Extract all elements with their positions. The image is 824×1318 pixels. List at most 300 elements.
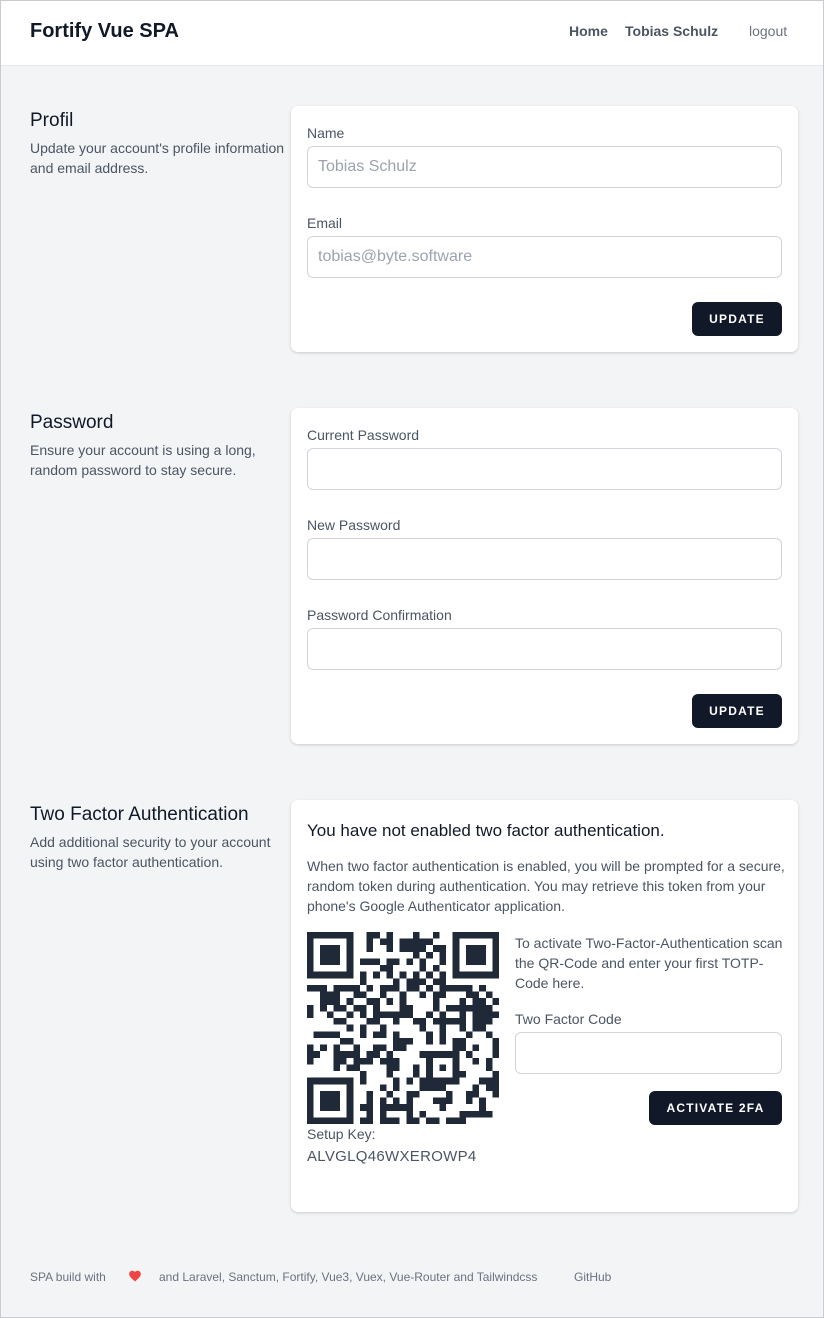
qr-module (459, 1025, 466, 1032)
qr-module (439, 952, 446, 959)
qr-module (360, 1104, 367, 1111)
qr-module (347, 939, 354, 946)
qr-module (492, 1038, 499, 1045)
qr-module (314, 985, 321, 992)
qr-module (453, 939, 460, 946)
qr-module (433, 1084, 440, 1091)
qr-module (327, 1098, 334, 1105)
qr-module (386, 985, 393, 992)
qr-module (413, 932, 420, 939)
qr-module (426, 1084, 433, 1091)
qr-module (380, 1058, 387, 1065)
qr-module (426, 1038, 433, 1045)
qr-module (473, 952, 480, 959)
qr-module (439, 985, 446, 992)
password-update-button[interactable]: UPDATE (692, 694, 782, 728)
qr-module (327, 1078, 334, 1085)
qr-module (459, 1071, 466, 1078)
password-section-title: Password (30, 412, 114, 433)
qr-module (473, 1018, 480, 1025)
qr-module (453, 1045, 460, 1052)
qr-module (333, 1091, 340, 1098)
footer-github-link[interactable]: GitHub (574, 1270, 612, 1284)
qr-module (307, 972, 314, 979)
qr-module (486, 1018, 493, 1025)
qr-module (433, 932, 440, 939)
qr-module (400, 1045, 407, 1052)
password-confirmation-input[interactable] (307, 628, 782, 670)
qr-module (393, 1078, 400, 1085)
qr-module (406, 939, 413, 946)
qr-module (386, 1104, 393, 1111)
qr-module (307, 1058, 314, 1065)
qr-module (446, 1018, 453, 1025)
qr-module (360, 1011, 367, 1018)
qr-module (486, 1031, 493, 1038)
qr-module (473, 1084, 480, 1091)
password-card (291, 408, 798, 744)
qr-module (413, 1071, 420, 1078)
qr-module (353, 1005, 360, 1012)
qr-module (479, 1078, 486, 1085)
qr-module (347, 945, 354, 952)
qr-module (479, 1111, 486, 1118)
qr-module (307, 965, 314, 972)
qr-module (347, 958, 354, 965)
qr-module (492, 1071, 499, 1078)
qr-module (314, 1078, 321, 1085)
qr-module (479, 985, 486, 992)
qr-module (386, 965, 393, 972)
two-factor-code-input[interactable] (515, 1032, 782, 1074)
qr-module (333, 1064, 340, 1071)
qr-module (413, 1091, 420, 1098)
qr-module (367, 939, 374, 946)
qr-module (307, 985, 314, 992)
qr-module (406, 1011, 413, 1018)
qr-module (320, 1098, 327, 1105)
qr-module (386, 1064, 393, 1071)
qr-module (347, 932, 354, 939)
name-label: Name (307, 125, 345, 141)
qr-module (439, 1104, 446, 1111)
qr-module (439, 992, 446, 999)
qr-module (367, 932, 374, 939)
qr-module (400, 972, 407, 979)
qr-module (347, 972, 354, 979)
qr-module (327, 932, 334, 939)
password-section-description: Ensure your account is using a long, random password to stay secure. (30, 442, 256, 478)
qr-module (314, 1031, 321, 1038)
qr-module (426, 1011, 433, 1018)
qr-module (307, 952, 314, 959)
qr-module (426, 1117, 433, 1124)
qr-module (360, 1031, 367, 1038)
qr-module (347, 1084, 354, 1091)
qr-module (479, 1005, 486, 1012)
qr-module (420, 945, 427, 952)
qr-module (446, 1098, 453, 1105)
qr-module (433, 1005, 440, 1012)
qr-module (466, 958, 473, 965)
qr-module (320, 998, 327, 1005)
activate-2fa-button[interactable]: ACTIVATE 2FA (649, 1091, 782, 1125)
qr-module (473, 1005, 480, 1012)
qr-module (400, 998, 407, 1005)
qr-module (393, 1064, 400, 1071)
new-password-input[interactable] (307, 538, 782, 580)
qr-module (360, 992, 367, 999)
qr-module (413, 1018, 420, 1025)
qr-module (393, 1018, 400, 1025)
qr-module (386, 1051, 393, 1058)
qr-module (406, 945, 413, 952)
qr-module (439, 1078, 446, 1085)
qr-module (439, 972, 446, 979)
qr-module (466, 1005, 473, 1012)
qr-module (473, 1091, 480, 1098)
qr-module (413, 1064, 420, 1071)
qr-module (420, 1025, 427, 1032)
qr-module (367, 1018, 374, 1025)
qr-module (333, 1005, 340, 1012)
qr-module (486, 1111, 493, 1118)
qr-module (426, 1031, 433, 1038)
qr-module (320, 945, 327, 952)
profile-section-description: Update your account's profile information and email address. (30, 140, 285, 176)
qr-module (367, 1111, 374, 1118)
qr-module (307, 1117, 314, 1124)
qr-module (473, 992, 480, 999)
qr-module (373, 1051, 380, 1058)
qr-module (439, 1038, 446, 1045)
current-password-label: Current Password (307, 427, 420, 443)
qr-module (433, 1018, 440, 1025)
qr-module (393, 1084, 400, 1091)
qr-module (347, 1038, 354, 1045)
qr-module (486, 1084, 493, 1091)
qr-module (492, 958, 499, 965)
qr-module (333, 945, 340, 952)
qr-module (367, 1051, 374, 1058)
qr-module (367, 1091, 374, 1098)
qr-module (433, 1117, 440, 1124)
qr-module (433, 978, 440, 985)
qr-module (333, 972, 340, 979)
qr-module (420, 1111, 427, 1118)
qr-module (473, 945, 480, 952)
qr-module (453, 958, 460, 965)
qr-module (406, 1005, 413, 1012)
qr-module (473, 1058, 480, 1065)
qr-module (367, 1104, 374, 1111)
qr-module (420, 1051, 427, 1058)
qr-module (413, 945, 420, 952)
qr-module (406, 1104, 413, 1111)
qr-module (307, 1051, 314, 1058)
qr-module (327, 972, 334, 979)
qr-module (466, 932, 473, 939)
qr-module (320, 985, 327, 992)
qr-module (486, 1064, 493, 1071)
qr-module (492, 952, 499, 959)
qr-module (367, 958, 374, 965)
qr-module (367, 1117, 374, 1124)
qr-module (439, 1084, 446, 1091)
qr-module (380, 939, 387, 946)
qr-module (492, 1045, 499, 1052)
qr-module (492, 1084, 499, 1091)
qr-module (406, 1111, 413, 1118)
qr-module (400, 1038, 407, 1045)
qr-module (307, 1104, 314, 1111)
qr-module (466, 1111, 473, 1118)
qr-module (320, 958, 327, 965)
qr-module (420, 958, 427, 965)
qr-module (473, 1011, 480, 1018)
qr-module (373, 1018, 380, 1025)
qr-module (307, 1045, 314, 1052)
qr-module (360, 1117, 367, 1124)
qr-module (340, 985, 347, 992)
qr-module (386, 972, 393, 979)
qr-module (353, 1051, 360, 1058)
qr-module (479, 958, 486, 965)
qr-module (393, 1045, 400, 1052)
qr-module (393, 1011, 400, 1018)
qr-module (333, 1117, 340, 1124)
heart-icon (128, 1269, 142, 1283)
two-factor-status-heading: You have not enabled two factor authentication. (307, 821, 665, 840)
qr-module (479, 1025, 486, 1032)
qr-module (433, 992, 440, 999)
nav-link-home[interactable]: Home (569, 23, 608, 39)
qr-module (492, 1091, 499, 1098)
qr-module (360, 1058, 367, 1065)
qr-module (486, 1011, 493, 1018)
qr-module (486, 972, 493, 979)
setup-key-label: Setup Key: (307, 1126, 376, 1142)
qr-module (320, 1045, 327, 1052)
qr-module (340, 1117, 347, 1124)
qr-module (380, 1025, 387, 1032)
qr-module (426, 1078, 433, 1085)
qr-module (492, 965, 499, 972)
qr-module (327, 1091, 334, 1098)
qr-module (347, 952, 354, 959)
email-input[interactable] (307, 236, 782, 278)
qr-module (413, 939, 420, 946)
qr-module (373, 932, 380, 939)
qr-module (459, 1045, 466, 1052)
qr-module (380, 1111, 387, 1118)
qr-module (360, 1025, 367, 1032)
qr-module (373, 1011, 380, 1018)
qr-module (347, 1078, 354, 1085)
qr-module (333, 1045, 340, 1052)
qr-module (453, 1064, 460, 1071)
qr-module (433, 1051, 440, 1058)
qr-module (314, 1051, 321, 1058)
qr-module (327, 952, 334, 959)
qr-module (386, 1058, 393, 1065)
qr-module (473, 972, 480, 979)
qr-module (426, 972, 433, 979)
qr-module (479, 952, 486, 959)
qr-module (420, 1018, 427, 1025)
qr-module (479, 972, 486, 979)
qr-module (367, 1058, 374, 1065)
qr-module (393, 958, 400, 965)
qr-module (347, 1117, 354, 1124)
qr-module (307, 1005, 314, 1012)
two-factor-explanation: When two factor authentication is enabled, you will be prompted for a secure, random token during authentication. You may retrieve this token from your phone's Google Authenticator application. (307, 858, 785, 914)
qr-module (492, 945, 499, 952)
qr-module (439, 1051, 446, 1058)
nav-link-user[interactable]: Tobias Schulz (625, 23, 719, 39)
qr-module (479, 998, 486, 1005)
qr-module (466, 1031, 473, 1038)
qr-module (353, 985, 360, 992)
qr-module (439, 1098, 446, 1105)
qr-module (439, 978, 446, 985)
qr-module (453, 1058, 460, 1065)
qr-module (386, 958, 393, 965)
qr-module (393, 1098, 400, 1105)
qr-module (446, 1051, 453, 1058)
qr-module (492, 1011, 499, 1018)
qr-module (393, 985, 400, 992)
qr-module (320, 1078, 327, 1085)
qr-module (486, 1005, 493, 1012)
qr-code (307, 932, 499, 1124)
qr-module (406, 1117, 413, 1124)
qr-module (333, 1078, 340, 1085)
qr-module (439, 958, 446, 965)
qr-module (479, 1104, 486, 1111)
current-password-input[interactable] (307, 448, 782, 490)
qr-module (380, 992, 387, 999)
qr-module (314, 932, 321, 939)
qr-module (333, 958, 340, 965)
qr-module (314, 1117, 321, 1124)
qr-module (327, 958, 334, 965)
qr-module (380, 985, 387, 992)
qr-module (400, 939, 407, 946)
qr-module (492, 1051, 499, 1058)
qr-module (413, 985, 420, 992)
qr-module (393, 1058, 400, 1065)
qr-module (333, 985, 340, 992)
qr-module (453, 985, 460, 992)
qr-module (406, 1091, 413, 1098)
qr-module (307, 939, 314, 946)
qr-module (453, 945, 460, 952)
qr-module (307, 1084, 314, 1091)
qr-module (386, 945, 393, 952)
qr-module (320, 1005, 327, 1012)
qr-module (486, 1058, 493, 1065)
qr-module (380, 1098, 387, 1105)
email-label: Email (307, 215, 343, 231)
qr-module (307, 945, 314, 952)
qr-module (333, 1104, 340, 1111)
qr-module (393, 1104, 400, 1111)
qr-module (333, 1031, 340, 1038)
qr-module (340, 1038, 347, 1045)
qr-module (426, 952, 433, 959)
qr-module (386, 1117, 393, 1124)
qr-module (413, 952, 420, 959)
qr-module (360, 972, 367, 979)
qr-module (492, 932, 499, 939)
qr-module (473, 1045, 480, 1052)
qr-module (466, 945, 473, 952)
qr-module (400, 1005, 407, 1012)
qr-module (453, 1051, 460, 1058)
qr-module (453, 1018, 460, 1025)
qr-module (320, 1117, 327, 1124)
name-input[interactable] (307, 146, 782, 188)
qr-module (413, 1117, 420, 1124)
qr-module (453, 1038, 460, 1045)
qr-module (320, 992, 327, 999)
qr-module (426, 1051, 433, 1058)
qr-module (340, 1058, 347, 1065)
qr-module (307, 1111, 314, 1118)
qr-module (386, 1011, 393, 1018)
qr-module (439, 1025, 446, 1032)
qr-module (473, 958, 480, 965)
qr-module (426, 1071, 433, 1078)
qr-module (492, 939, 499, 946)
qr-module (380, 1031, 387, 1038)
qr-module (333, 1051, 340, 1058)
qr-module (320, 1091, 327, 1098)
qr-module (327, 992, 334, 999)
qr-module (393, 1117, 400, 1124)
qr-module (473, 932, 480, 939)
qr-module (459, 972, 466, 979)
qr-module (453, 1071, 460, 1078)
nav-link-logout[interactable]: logout (749, 23, 788, 39)
qr-module (433, 965, 440, 972)
qr-module (459, 1038, 466, 1045)
password-confirmation-label: Password Confirmation (307, 607, 452, 623)
qr-module (453, 1005, 460, 1012)
qr-module (473, 998, 480, 1005)
profile-update-button[interactable]: UPDATE (692, 302, 782, 336)
qr-module (406, 1038, 413, 1045)
qr-module (380, 1045, 387, 1052)
qr-module (459, 998, 466, 1005)
qr-module (439, 945, 446, 952)
qr-module (413, 972, 420, 979)
qr-module (353, 1045, 360, 1052)
qr-module (446, 985, 453, 992)
qr-module (353, 1064, 360, 1071)
app-brand[interactable]: Fortify Vue SPA (30, 20, 179, 42)
qr-module (459, 985, 466, 992)
qr-module (340, 932, 347, 939)
qr-module (386, 939, 393, 946)
qr-module (446, 1091, 453, 1098)
qr-module (327, 1011, 334, 1018)
qr-module (400, 1011, 407, 1018)
qr-module (453, 952, 460, 959)
qr-module (380, 1011, 387, 1018)
qr-module (466, 1091, 473, 1098)
